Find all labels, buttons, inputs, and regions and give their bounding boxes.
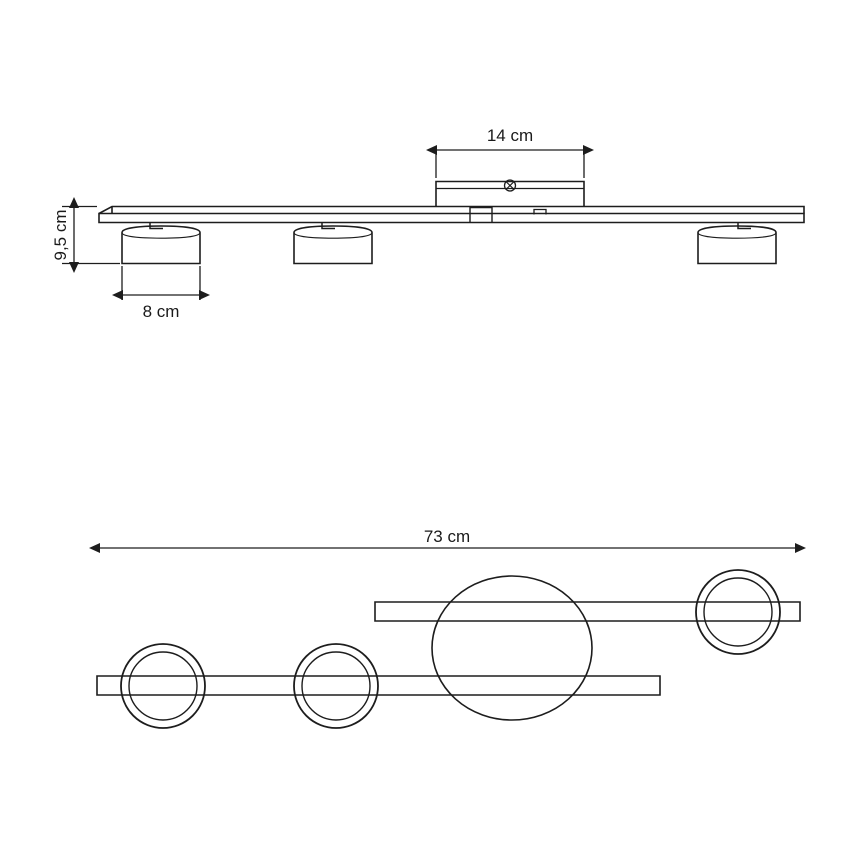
side-elevation-view bbox=[51, 126, 804, 321]
dimension-spot-width bbox=[122, 266, 200, 321]
dimension-label-total-length: 73 cm bbox=[423, 527, 471, 546]
ceiling-canopy-plan bbox=[432, 576, 592, 720]
spot-head-2-plan bbox=[294, 644, 378, 728]
ceiling-canopy-side bbox=[436, 180, 584, 223]
dimension-canopy-width bbox=[436, 126, 584, 178]
spot-head-3-side bbox=[698, 223, 776, 264]
dimension-label-fixture-height: 9,5 cm bbox=[51, 209, 70, 261]
fixture-rail-side bbox=[99, 207, 804, 223]
dimension-total-length bbox=[100, 527, 795, 548]
spot-head-3-plan bbox=[696, 570, 780, 654]
dimension-fixture-height bbox=[51, 207, 120, 264]
dimension-label-spot-width: 8 cm bbox=[142, 302, 180, 321]
spot-head-2-side bbox=[294, 223, 372, 264]
dimension-label-canopy-width: 14 cm bbox=[486, 126, 534, 145]
spot-head-1-side bbox=[122, 223, 200, 264]
spot-head-1-plan bbox=[121, 644, 205, 728]
bottom-plan-view bbox=[97, 527, 800, 728]
